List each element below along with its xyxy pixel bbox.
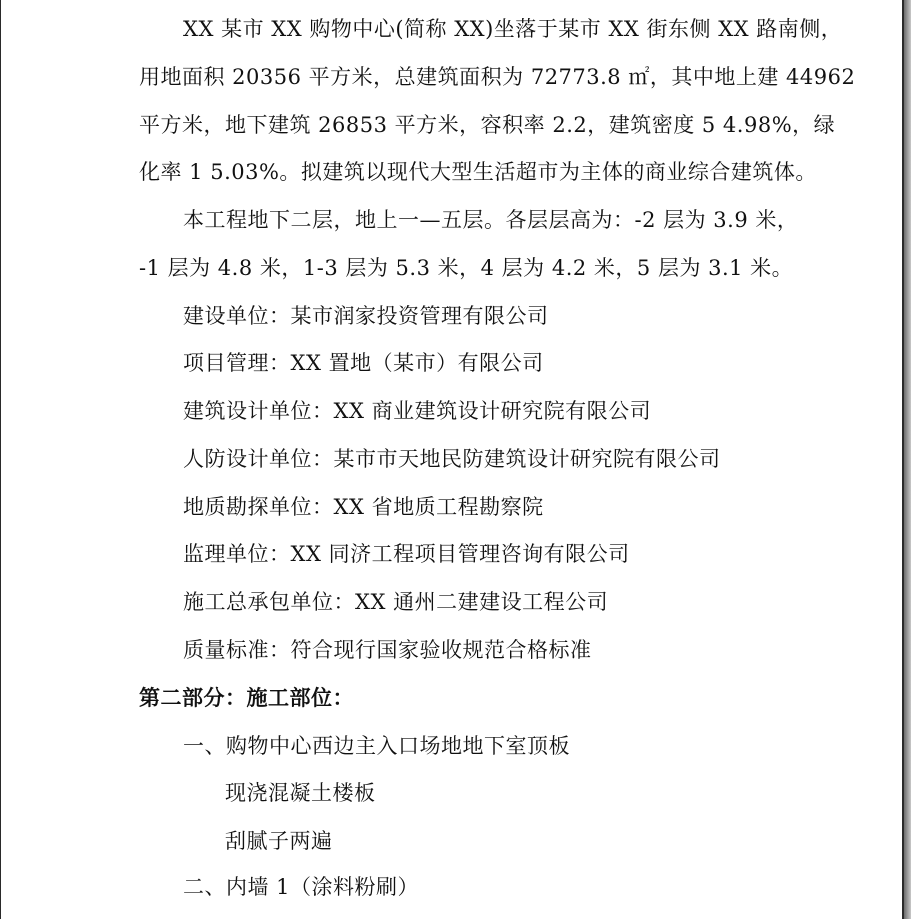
section-2-item-1: 一、购物中心西边主入口场地地下室顶板: [183, 734, 570, 758]
geological-survey-unit: 地质勘探单位：XX 省地质工程勘察院: [183, 495, 544, 519]
general-contractor: 施工总承包单位：XX 通州二建建设工程公司: [183, 590, 609, 614]
section-2-item-2: 二、内墙 1（涂料粉刷）: [183, 875, 420, 899]
page-shadow: [904, 0, 911, 919]
project-management: 项目管理：XX 置地（某市）有限公司: [183, 351, 544, 375]
section-2-item-1-sub-1: 现浇混凝土楼板: [225, 781, 376, 805]
paragraph-2-line-2: -1 层为 4.8 米，1-3 层为 5.3 米，4 层为 4.2 米，5 层为 3.1 米。: [139, 256, 794, 280]
section-2-item-1-sub-2: 刮腻子两遍: [225, 829, 333, 853]
civil-defense-design-unit: 人防设计单位：某市市天地民防建筑设计研究院有限公司: [183, 447, 721, 471]
architectural-design-unit: 建筑设计单位：XX 商业建筑设计研究院有限公司: [183, 399, 652, 423]
paragraph-1-line-4: 化率 1 5.03%。拟建筑以现代大型生活超市为主体的商业综合建筑体。: [139, 160, 817, 184]
construction-unit: 建设单位：某市润家投资管理有限公司: [183, 304, 549, 328]
quality-standard: 质量标准：符合现行国家验收规范合格标准: [183, 638, 592, 662]
supervision-unit: 监理单位：XX 同济工程项目管理咨询有限公司: [183, 542, 630, 566]
paragraph-2-line-1: 本工程地下二层，地上一—五层。各层层高为：-2 层为 3.9 米，: [183, 208, 799, 232]
paragraph-1-line-3: 平方米，地下建筑 26853 平方米，容积率 2.2，建筑密度 5 4.98%，绿: [139, 113, 836, 137]
section-2-heading: 第二部分：施工部位：: [139, 686, 354, 710]
paragraph-1-line-2: 用地面积 20356 平方米，总建筑面积为 72773.8 ㎡，其中地上建 44962: [139, 65, 856, 89]
paragraph-1-line-1: XX 某市 XX 购物中心(简称 XX)坐落于某市 XX 街东侧 XX 路南侧，: [183, 17, 843, 41]
